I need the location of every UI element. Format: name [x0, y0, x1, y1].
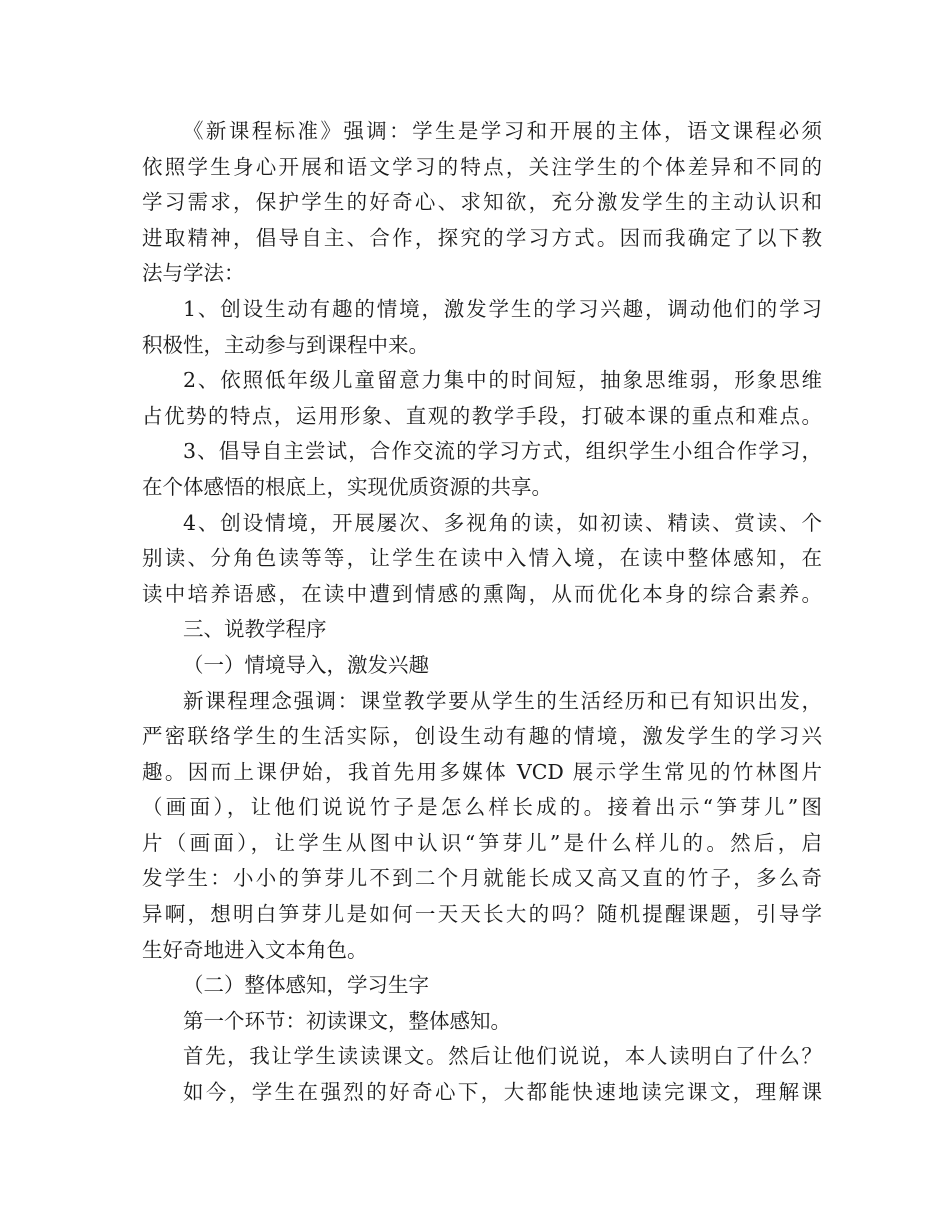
text-line: 第一个环节：初读课文，整体感知。	[183, 1008, 511, 1033]
text-line: 2、依照低年级儿童留意力集中的时间短，抽象思维弱，形象思维	[183, 368, 822, 393]
text-line: 严密联络学生的生活实际，创设生动有趣的情境，激发学生的学习兴	[142, 724, 822, 749]
text-line: （二）整体感知，学习生字	[183, 973, 429, 998]
text-line: 1、创设生动有趣的情境，激发学生的学习兴趣，调动他们的学习	[183, 296, 822, 321]
text-line: 别读、分角色读等等，让学生在读中入情入境，在读中整体感知，在	[142, 546, 822, 571]
text-line: 《新课程标准》强调：学生是学习和开展的主体，语文课程必须	[183, 119, 822, 143]
text-line: 占优势的特点，运用形象、直观的教学手段，打破本课的重点和难点。	[142, 403, 822, 428]
text-line: 新课程理念强调：课堂教学要从学生的生活经历和已有知识出发，	[183, 688, 822, 713]
text-line: 读中培养语感，在读中遭到情感的熏陶，从而优化本身的综合素养。	[142, 581, 822, 606]
text-line: 法与学法：	[142, 261, 245, 286]
text-line: 片（画面），让学生从图中认识“笋芽儿”是什么样儿的。然后，启	[142, 830, 822, 855]
text-line: 学习需求，保护学生的好奇心、求知欲，充分激发学生的主动认识和	[142, 190, 822, 215]
document-body	[142, 114, 822, 1111]
text-line: 异啊，想明白笋芽儿是如何一天天长大的吗？随机提醒课题，引导学	[142, 902, 822, 927]
text-line: 发学生：小小的笋芽儿不到二个月就能长成又高又直的竹子，多么奇	[142, 866, 822, 891]
text-line: 进取精神，倡导自主、合作，探究的学习方式。因而我确定了以下教	[142, 225, 822, 250]
text-line: 生好奇地进入文本角色。	[142, 937, 368, 962]
text-line: （一）情境导入，激发兴趣	[183, 652, 429, 677]
text-line: 4、创设情境，开展屡次、多视角的读，如初读、精读、赏读、个	[183, 510, 822, 535]
text-line: 积极性，主动参与到课程中来。	[142, 332, 429, 357]
text-line: 在个体感悟的根底上，实现优质资源的共享。	[142, 474, 552, 499]
text-line: 首先，我让学生读读课文。然后让他们说说，本人读明白了什么？	[183, 1044, 822, 1069]
text-line: 三、说教学程序	[183, 617, 327, 642]
text-line: 趣。因而上课伊始，我首先用多媒体 VCD 展示学生常见的竹林图片	[142, 759, 822, 784]
text-line: 依照学生身心开展和语文学习的特点，关注学生的个体差异和不同的	[142, 154, 822, 179]
text-line: （画面），让他们说说竹子是怎么样长成的。接着出示“笋芽儿”图	[142, 795, 822, 820]
text-line: 如今，学生在强烈的好奇心下，大都能快速地读完课文，理解课	[183, 1080, 822, 1105]
text-line: 3、倡导自主尝试，合作交流的学习方式，组织学生小组合作学习，	[183, 439, 822, 464]
